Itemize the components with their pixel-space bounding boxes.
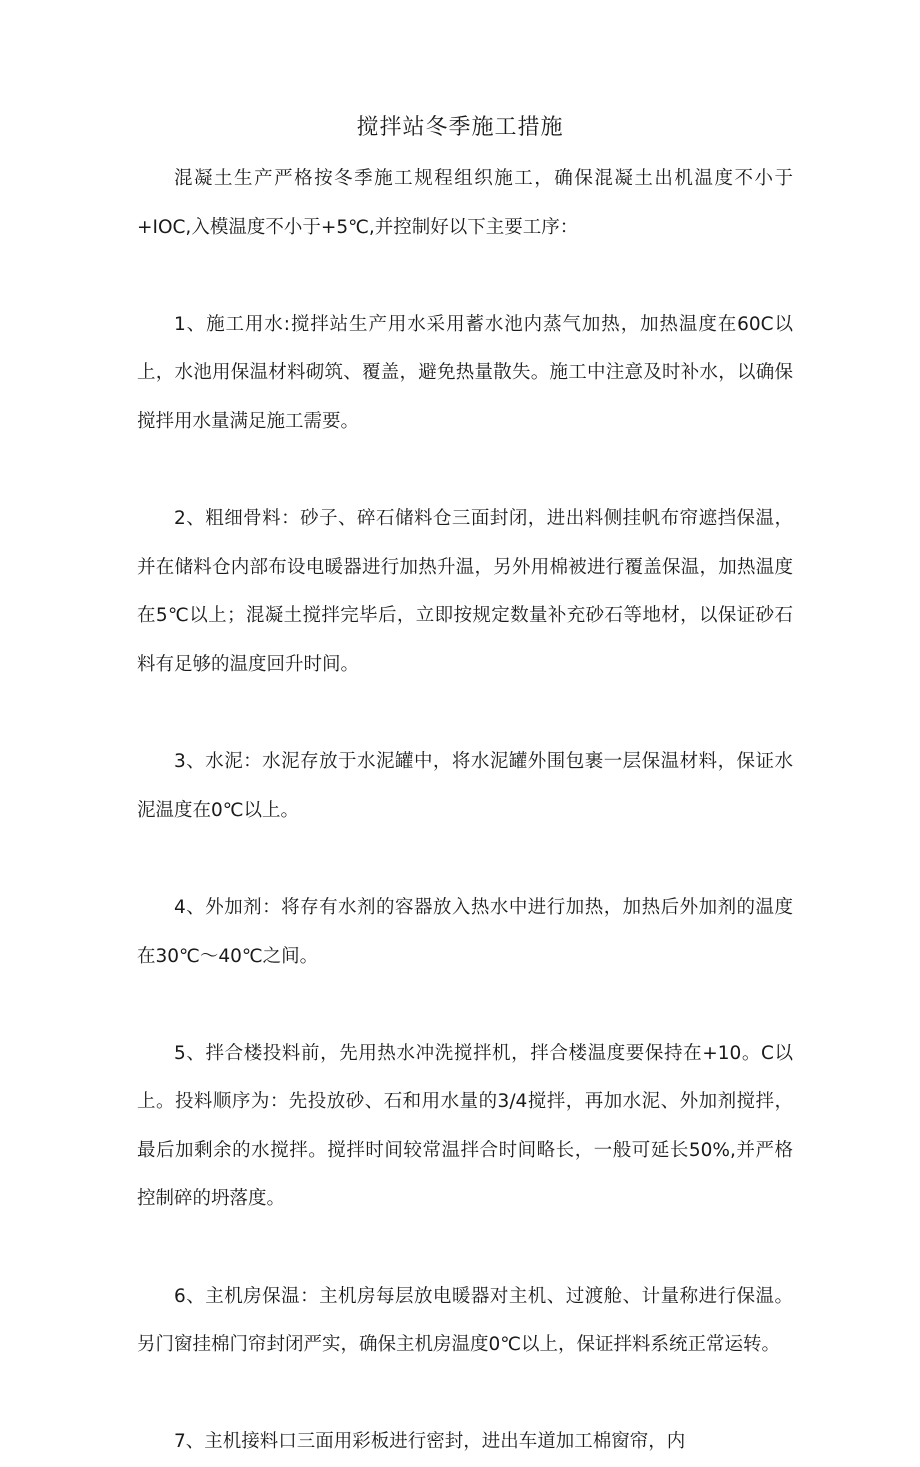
document-title: 搅拌站冬季施工措施	[356, 115, 564, 140]
paragraph-water: 1、施工用水:搅拌站生产用水采用蓄水池内蒸气加热，加热温度在60C以上，水池用保温材料砌筑、覆盖，避免热量散失。施工中注意及时补水，以确保搅拌用水量满足施工需要。	[137, 313, 793, 432]
document-body	[137, 155, 793, 1467]
paragraph-machine-room: 6、主机房保温：主机房每层放电暖器对主机、过渡舱、计量称进行保温。另门窗挂棉门帘封闭严实，确保主机房温度0℃以上，保证拌料系统正常运转。	[137, 1285, 793, 1356]
paragraph-feed-opening: 7、主机接料口三面用彩板进行密封，进出车道加工棉窗帘，内	[174, 1431, 686, 1453]
paragraph-mixing-plant: 5、拌合楼投料前，先用热水冲洗搅拌机，拌合楼温度要保持在+10。C以上。投料顺序为：先投放砂、石和用水量的3/4搅拌，再加水泥、外加剂搅拌，最后加剩余的水搅拌。搅拌时间较常温拌合时间略长，一般可延长50%,并严格控制碎的坍落度。	[137, 1042, 793, 1210]
paragraph-admixture: 4、外加剂：将存有水剂的容器放入热水中进行加热，加热后外加剂的温度在30℃～40℃之间。	[137, 896, 793, 967]
paragraph-intro: 混凝土生产严格按冬季施工规程组织施工，确保混凝土出机温度不小于+IOC,入模温度不小于+5℃,并控制好以下主要工序：	[137, 168, 793, 238]
paragraph-cement: 3、水泥：水泥存放于水泥罐中，将水泥罐外围包裹一层保温材料，保证水泥温度在0℃以上。	[137, 751, 793, 821]
paragraph-aggregate: 2、粗细骨料：砂子、碎石储料仓三面封闭，进出料侧挂帆布帘遮挡保温，并在储料仓内部布设电暖器进行加热升温，另外用棉被进行覆盖保温，加热温度在5℃以上；混凝土搅拌完毕后，立即按规定数量补充砂石等地材，以保证砂石料有足够的温度回升时间。	[137, 508, 793, 675]
